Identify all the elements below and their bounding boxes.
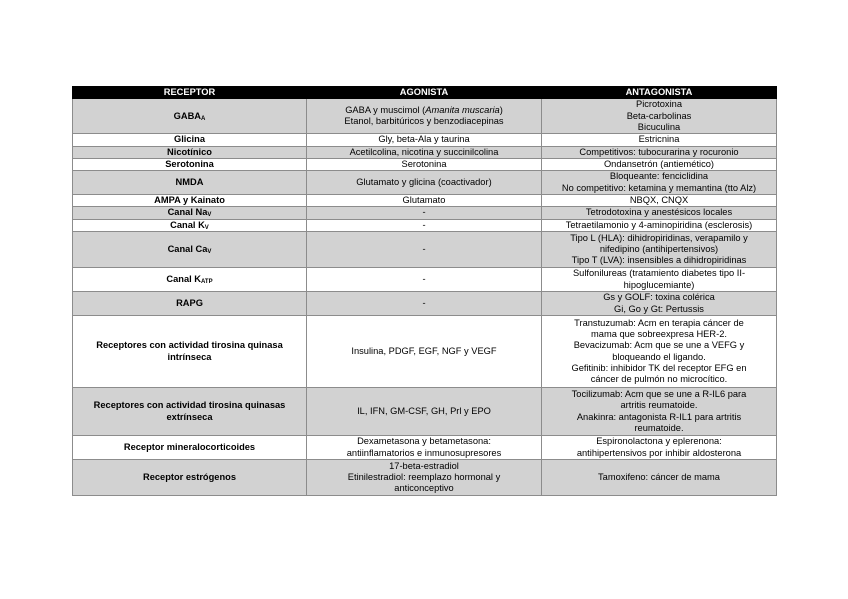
antagonista-cell: Tetrodotoxina y anestésicos locales bbox=[542, 207, 777, 219]
agonista-cell bbox=[307, 460, 542, 496]
antagonista-line: Picrotoxina bbox=[636, 99, 682, 110]
table-row bbox=[73, 207, 777, 219]
antagonista-line: Bloqueante: fenciclidina bbox=[609, 171, 709, 182]
receptor-cell: Receptor estrógenos bbox=[73, 460, 307, 496]
receptor-name: Canal Na bbox=[167, 207, 208, 218]
table-row bbox=[73, 316, 777, 388]
receptor-cell: Receptor mineralocorticoides bbox=[73, 436, 307, 460]
receptor-name: Canal K bbox=[170, 219, 205, 230]
agonista-line: Etinilestradiol: reemplazo hormonal y bbox=[347, 471, 501, 482]
antagonista-line: Espironolactona y eplerenona: bbox=[596, 436, 722, 447]
agonista-line: Dexametasona y betametasona: bbox=[357, 436, 491, 447]
antagonista-cell bbox=[542, 99, 777, 134]
table-row bbox=[73, 134, 777, 146]
antagonista-line: cáncer de pulmón no microcítico. bbox=[590, 374, 728, 385]
antagonista-line: Bevacizumab: Acm que se une a VEFG y bbox=[573, 340, 745, 351]
receptor-line: extrínseca bbox=[166, 411, 213, 422]
antagonista-line: artritis reumatoide. bbox=[620, 400, 698, 411]
antagonista-line: antihipertensivos por inhibir aldosterona bbox=[576, 447, 742, 458]
agonista-line: antiinflamatorios e inmunosupresores bbox=[346, 447, 502, 458]
antagonista-line: No competitivo: ketamina y memantina (tto Alz) bbox=[561, 182, 757, 193]
agonista-cell: IL, IFN, GM-CSF, GH, Prl y EPO bbox=[307, 388, 542, 436]
table-row bbox=[73, 146, 777, 158]
receptor-line: Receptores con actividad tirosina quinasas bbox=[93, 400, 286, 411]
antagonista-line: Gefitinib: inhibidor TK del receptor EFG en bbox=[571, 362, 747, 373]
agonista-line: Etanol, barbitúricos y benzodiacepinas bbox=[344, 116, 504, 127]
agonista-cell: Glutamato y glicina (coactivador) bbox=[307, 171, 542, 195]
receptor-line: intrínseca bbox=[167, 351, 212, 362]
receptor-name: Canal Ca bbox=[167, 243, 208, 254]
receptor-subscript: V bbox=[207, 212, 212, 219]
agonista-cell: - bbox=[307, 219, 542, 231]
receptor-cell bbox=[73, 207, 307, 219]
antagonista-cell bbox=[542, 292, 777, 316]
receptor-cell bbox=[73, 232, 307, 268]
antagonista-line: Anakinra: antagonista R-IL1 para artritis bbox=[576, 411, 742, 422]
receptor-table bbox=[72, 86, 777, 496]
antagonista-line: Tocilizumab: Acm que se une a R-IL6 para bbox=[571, 388, 747, 399]
receptor-subscript: A bbox=[201, 115, 206, 122]
antagonista-cell: Tetraetilamonio y 4-aminopiridina (esclerosis) bbox=[542, 219, 777, 231]
agonista-cell: - bbox=[307, 232, 542, 268]
antagonista-cell: Estricnina bbox=[542, 134, 777, 146]
receptor-cell bbox=[73, 219, 307, 231]
table-row bbox=[73, 219, 777, 231]
receptor-cell bbox=[73, 316, 307, 388]
antagonista-line: bloqueando el ligando. bbox=[612, 351, 706, 362]
antagonista-line: Sulfonilureas (tratamiento diabetes tipo II- bbox=[572, 268, 746, 279]
receptor-cell: RAPG bbox=[73, 292, 307, 316]
agonista-cell: Serotonina bbox=[307, 158, 542, 170]
antagonista-cell bbox=[542, 436, 777, 460]
antagonista-line: Gs y GOLF: toxina colérica bbox=[603, 292, 715, 303]
antagonista-line: Transtuzumab: Acm en terapia cáncer de bbox=[574, 317, 744, 328]
agonista-line bbox=[309, 105, 539, 116]
receptor-cell: NMDA bbox=[73, 171, 307, 195]
table-row bbox=[73, 436, 777, 460]
table-row bbox=[73, 99, 777, 134]
receptor-line: Receptores con actividad tirosina quinasa bbox=[96, 340, 283, 351]
receptor-subscript: V bbox=[204, 224, 209, 231]
agonista-cell: Insulina, PDGF, EGF, NGF y VEGF bbox=[307, 316, 542, 388]
antagonista-cell: NBQX, CNQX bbox=[542, 195, 777, 207]
agonista-cell bbox=[307, 99, 542, 134]
table-row bbox=[73, 388, 777, 436]
table-row bbox=[73, 460, 777, 496]
antagonista-cell bbox=[542, 268, 777, 292]
agonista-cell: - bbox=[307, 292, 542, 316]
agonista-italic-text: Amanita muscaria bbox=[425, 105, 500, 115]
table-row bbox=[73, 171, 777, 195]
receptor-cell: AMPA y Kainato bbox=[73, 195, 307, 207]
header-antagonista: ANTAGONISTA bbox=[542, 87, 777, 99]
antagonista-cell: Tamoxifeno: cáncer de mama bbox=[542, 460, 777, 496]
table-row bbox=[73, 232, 777, 268]
agonista-cell: - bbox=[307, 207, 542, 219]
agonista-cell: Acetilcolina, nicotina y succinilcolina bbox=[307, 146, 542, 158]
receptor-cell bbox=[73, 388, 307, 436]
receptor-subscript: ATP bbox=[201, 278, 213, 285]
agonista-text: GABA y muscimol ( bbox=[345, 105, 426, 115]
receptor-cell bbox=[73, 99, 307, 134]
receptor-name: GABA bbox=[173, 110, 202, 121]
header-agonista: AGONISTA bbox=[307, 87, 542, 99]
receptor-cell: Glicina bbox=[73, 134, 307, 146]
header-row bbox=[73, 87, 777, 99]
agonista-line: anticonceptivo bbox=[394, 483, 454, 494]
antagonista-line: Gi, Go y Gt: Pertussis bbox=[614, 303, 704, 314]
agonista-cell: - bbox=[307, 268, 542, 292]
table-row bbox=[73, 195, 777, 207]
antagonista-line: reumatoide. bbox=[634, 422, 684, 433]
table-row bbox=[73, 158, 777, 170]
antagonista-cell: Competitivos: tubocurarina y rocuronio bbox=[542, 146, 777, 158]
antagonista-line: hipoglucemiante) bbox=[623, 279, 695, 290]
receptor-cell: Nicotínico bbox=[73, 146, 307, 158]
antagonista-cell: Ondansetrón (antiemético) bbox=[542, 158, 777, 170]
agonista-text: ) bbox=[499, 105, 503, 115]
agonista-cell bbox=[307, 436, 542, 460]
antagonista-line: mama que sobreexpresa HER-2. bbox=[591, 328, 727, 339]
antagonista-line: Tipo T (LVA): insensibles a dihidropiridinas bbox=[571, 255, 747, 266]
antagonista-line: Bicuculina bbox=[637, 121, 681, 132]
antagonista-line: Beta-carbolinas bbox=[626, 110, 692, 121]
header-receptor: RECEPTOR bbox=[73, 87, 307, 99]
antagonista-cell bbox=[542, 316, 777, 388]
antagonista-cell bbox=[542, 232, 777, 268]
antagonista-cell bbox=[542, 388, 777, 436]
receptor-subscript: V bbox=[207, 248, 212, 255]
table-row bbox=[73, 268, 777, 292]
agonista-cell: Glutamato bbox=[307, 195, 542, 207]
receptor-name: Canal K bbox=[166, 273, 202, 284]
receptor-cell: Serotonina bbox=[73, 158, 307, 170]
antagonista-line: Tipo L (HLA): dihidropiridinas, verapamilo y bbox=[570, 232, 748, 243]
antagonista-cell bbox=[542, 171, 777, 195]
receptor-cell bbox=[73, 268, 307, 292]
agonista-cell: Gly, beta-Ala y taurina bbox=[307, 134, 542, 146]
antagonista-line: nifedipino (antihipertensivos) bbox=[599, 243, 719, 254]
table-row bbox=[73, 292, 777, 316]
agonista-line: 17-beta-estradiol bbox=[389, 460, 459, 471]
